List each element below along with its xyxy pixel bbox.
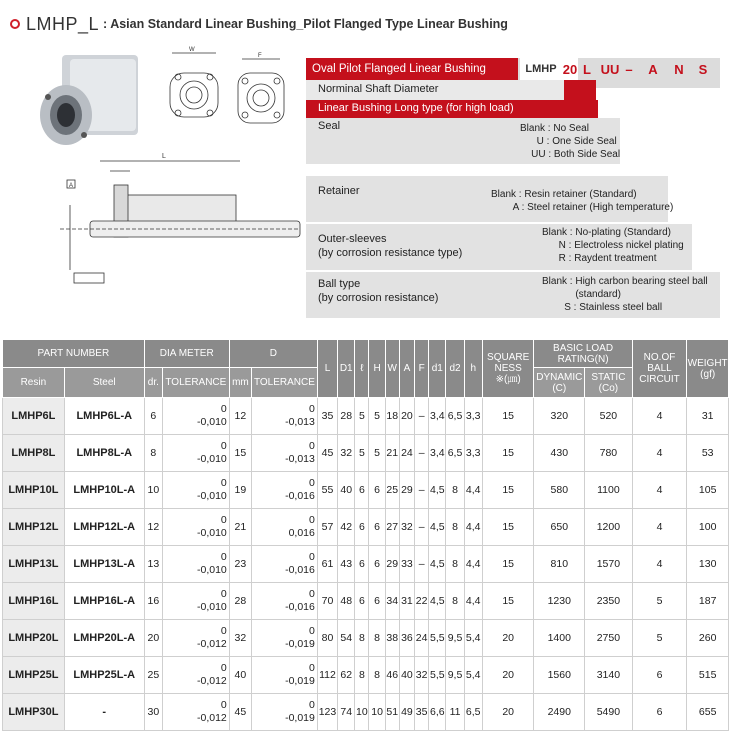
shaft-label: Norminal Shaft Diameter: [318, 83, 439, 95]
col-d1: d1: [429, 340, 446, 398]
page-title: [10, 12, 508, 36]
model-name: LMHP_L: [26, 13, 100, 34]
col-h: h: [464, 340, 482, 398]
cell-A: 40: [399, 657, 414, 694]
col-D1: D1: [338, 340, 355, 398]
cell-sta: 3140: [585, 657, 633, 694]
cell-H: 8: [369, 657, 385, 694]
col-dr: dr.: [144, 368, 162, 398]
cell-d2: 6,5: [446, 435, 464, 472]
code-seg-seal: UU: [600, 61, 620, 77]
cell-A: 49: [399, 694, 414, 731]
tolerance-upper: 0: [220, 440, 227, 452]
cell-wt: 260: [687, 620, 729, 657]
cell-D-tolerance: [252, 435, 318, 472]
side-view: [238, 53, 284, 123]
col-A: A: [399, 340, 414, 398]
table-row: [3, 472, 729, 509]
tolerance-lower: -0,010: [196, 453, 227, 465]
cell-D1: 54: [338, 620, 355, 657]
tolerance-upper: 0: [309, 625, 315, 637]
cell-W: 27: [385, 509, 399, 546]
tolerance-lower: 0,016: [288, 527, 315, 539]
cell-A: 33: [399, 546, 414, 583]
cell-F: –: [415, 398, 429, 435]
cell-sq: 15: [482, 583, 534, 620]
cell-sta: 2750: [585, 620, 633, 657]
col-static: STATIC (Co): [585, 368, 633, 398]
cell-steel: LMHP16L-A: [64, 583, 144, 620]
tolerance-upper: 0: [220, 514, 227, 526]
col-H: H: [369, 340, 385, 398]
cell-W: 34: [385, 583, 399, 620]
cell-D1: 40: [338, 472, 355, 509]
cell-A: 36: [399, 620, 414, 657]
code-seg-size: 20: [562, 58, 578, 80]
cell-sq: 15: [482, 398, 534, 435]
cell-l: 5: [355, 435, 369, 472]
front-view: [170, 47, 218, 117]
col-D: D: [229, 340, 317, 368]
tolerance-lower: -0,016: [285, 601, 315, 613]
cell-mm: 23: [229, 546, 251, 583]
seal-label: Seal: [318, 120, 341, 132]
cell-l: 6: [355, 472, 369, 509]
table-row: [3, 694, 729, 731]
tolerance-lower: -0,016: [285, 490, 315, 502]
cell-D1: 42: [338, 509, 355, 546]
cell-l: 8: [355, 657, 369, 694]
tolerance-lower: -0,019: [285, 638, 315, 650]
cell-wt: 130: [687, 546, 729, 583]
cell-H: 6: [369, 472, 385, 509]
cell-mm: 19: [229, 472, 251, 509]
cell-dia-tolerance: [162, 472, 229, 509]
cell-wt: 53: [687, 435, 729, 472]
code-seg-retainer: A: [648, 61, 658, 77]
cell-dr: 16: [144, 583, 162, 620]
cell-d1: 3,4: [429, 435, 446, 472]
tolerance-upper: 0: [220, 662, 227, 674]
cell-F: –: [415, 435, 429, 472]
cell-A: 24: [399, 435, 414, 472]
cell-d2: 9,5: [446, 620, 464, 657]
ball-label: Ball type (by corrosion resistance): [318, 278, 439, 304]
cell-balls: 4: [632, 509, 687, 546]
tolerance-upper: 0: [309, 514, 315, 526]
tolerance-lower: -0,019: [285, 675, 315, 687]
cell-steel: LMHP25L-A: [64, 657, 144, 694]
cell-dia-tolerance: [162, 694, 229, 731]
code-seg-outer: N: [674, 61, 684, 77]
tolerance-upper: 0: [309, 403, 315, 415]
cell-F: –: [415, 546, 429, 583]
cell-sq: 15: [482, 472, 534, 509]
cell-dr: 13: [144, 546, 162, 583]
col-ball-circuit: NO.OF BALL CIRCUIT: [632, 340, 687, 398]
cell-F: –: [415, 509, 429, 546]
cell-dr: 6: [144, 398, 162, 435]
cell-d1: 4,5: [429, 546, 446, 583]
cell-l: 8: [355, 620, 369, 657]
cell-sq: 20: [482, 694, 534, 731]
table-row: [3, 509, 729, 546]
tolerance-upper: 0: [309, 662, 315, 674]
cell-l: 6: [355, 509, 369, 546]
cell-balls: 5: [632, 620, 687, 657]
table-row: [3, 583, 729, 620]
tolerance-upper: 0: [309, 588, 315, 600]
cell-L: 112: [317, 657, 337, 694]
tolerance-lower: -0,013: [285, 453, 315, 465]
cell-dr: 20: [144, 620, 162, 657]
tolerance-upper: 0: [309, 477, 315, 489]
cell-d1: 5,5: [429, 620, 446, 657]
cell-L: 35: [317, 398, 337, 435]
cell-A: 31: [399, 583, 414, 620]
col-resin: Resin: [3, 368, 65, 398]
cell-sta: 1570: [585, 546, 633, 583]
cell-F: 22: [415, 583, 429, 620]
cell-mm: 15: [229, 435, 251, 472]
cell-h: 4,4: [464, 509, 482, 546]
tolerance-upper: 0: [220, 625, 227, 637]
cell-h: 3,3: [464, 398, 482, 435]
cell-W: 18: [385, 398, 399, 435]
tolerance-upper: 0: [309, 440, 315, 452]
cell-W: 29: [385, 546, 399, 583]
svg-text:W: W: [189, 47, 195, 53]
cell-dia-tolerance: [162, 657, 229, 694]
retainer-options: Blank : Resin retainer (Standard) A : Steel retainer (High temperature): [491, 189, 674, 213]
cell-W: 46: [385, 657, 399, 694]
tolerance-lower: -0,016: [285, 564, 315, 576]
cell-d1: 4,5: [429, 583, 446, 620]
cell-resin: LMHP30L: [3, 694, 65, 731]
cell-D-tolerance: [252, 657, 318, 694]
cell-D1: 48: [338, 583, 355, 620]
cell-dr: 8: [144, 435, 162, 472]
cell-dr: 10: [144, 472, 162, 509]
cell-sq: 15: [482, 509, 534, 546]
spec-table: [2, 339, 729, 731]
technical-drawings: [30, 45, 305, 305]
col-tolerance: TOLERANCE: [162, 368, 229, 398]
cell-A: 32: [399, 509, 414, 546]
col-squareness: SQUARE NESS ※(㎛): [482, 340, 534, 398]
cell-d2: 8: [446, 546, 464, 583]
cell-d1: 4,5: [429, 509, 446, 546]
cell-steel: LMHP8L-A: [64, 435, 144, 472]
cell-dia-tolerance: [162, 398, 229, 435]
svg-text:L: L: [162, 153, 166, 160]
code-seg-dash: –: [625, 61, 633, 77]
cell-D1: 32: [338, 435, 355, 472]
cell-dr: 25: [144, 657, 162, 694]
svg-text:A: A: [69, 183, 74, 189]
cell-L: 61: [317, 546, 337, 583]
cell-d2: 11: [446, 694, 464, 731]
tolerance-lower: -0,012: [196, 712, 227, 724]
cell-d2: 8: [446, 583, 464, 620]
col-F: F: [415, 340, 429, 398]
cell-l: 10: [355, 694, 369, 731]
cell-dyn: 2490: [534, 694, 585, 731]
cell-W: 38: [385, 620, 399, 657]
col-mm: mm: [229, 368, 251, 398]
cell-dyn: 580: [534, 472, 585, 509]
cell-dyn: 430: [534, 435, 585, 472]
cell-dyn: 1400: [534, 620, 585, 657]
cell-resin: LMHP13L: [3, 546, 65, 583]
cell-D1: 74: [338, 694, 355, 731]
long-label: Linear Bushing Long type (for high load): [318, 102, 514, 114]
tolerance-upper: 0: [220, 699, 227, 711]
cell-h: 3,3: [464, 435, 482, 472]
table-row: [3, 398, 729, 435]
tolerance-lower: -0,010: [196, 601, 227, 613]
cell-H: 5: [369, 435, 385, 472]
tolerance-upper: 0: [220, 588, 227, 600]
cell-mm: 28: [229, 583, 251, 620]
outer-options: Blank : No-plating (Standard) N : Electroless nickel plating R : Raydent treatment: [542, 227, 684, 264]
cell-A: 29: [399, 472, 414, 509]
cell-steel: LMHP6L-A: [64, 398, 144, 435]
cell-l: 6: [355, 583, 369, 620]
cell-sta: 520: [585, 398, 633, 435]
table-row: [3, 435, 729, 472]
cell-l: 5: [355, 398, 369, 435]
cell-d1: 3,4: [429, 398, 446, 435]
cell-sq: 20: [482, 620, 534, 657]
cell-W: 21: [385, 435, 399, 472]
cell-sq: 20: [482, 657, 534, 694]
cell-F: 35: [415, 694, 429, 731]
tolerance-lower: -0,010: [196, 564, 227, 576]
cell-steel: LMHP10L-A: [64, 472, 144, 509]
cell-D-tolerance: [252, 620, 318, 657]
cell-steel: LMHP12L-A: [64, 509, 144, 546]
cell-dr: 30: [144, 694, 162, 731]
bushing-photo: [40, 55, 138, 145]
svg-text:F: F: [258, 53, 262, 59]
part-number-code: [306, 52, 720, 320]
cell-wt: 105: [687, 472, 729, 509]
col-l: ℓ: [355, 340, 369, 398]
cell-dyn: 810: [534, 546, 585, 583]
cell-A: 20: [399, 398, 414, 435]
cell-sta: 1200: [585, 509, 633, 546]
cell-H: 8: [369, 620, 385, 657]
cell-sta: 1100: [585, 472, 633, 509]
table-row: [3, 657, 729, 694]
cell-W: 51: [385, 694, 399, 731]
tolerance-lower: -0,012: [196, 638, 227, 650]
cell-d2: 8: [446, 472, 464, 509]
cell-h: 5,4: [464, 657, 482, 694]
cell-D1: 28: [338, 398, 355, 435]
cell-mm: 32: [229, 620, 251, 657]
cell-L: 55: [317, 472, 337, 509]
cell-h: 4,4: [464, 546, 482, 583]
code-prefix: LMHP: [520, 58, 562, 80]
cell-dr: 12: [144, 509, 162, 546]
cell-balls: 5: [632, 583, 687, 620]
outer-label: Outer-sleeves (by corrosion resistance type): [318, 233, 463, 259]
cell-resin: LMHP6L: [3, 398, 65, 435]
cell-H: 6: [369, 583, 385, 620]
cell-resin: LMHP8L: [3, 435, 65, 472]
cell-wt: 515: [687, 657, 729, 694]
seal-options: Blank : No Seal U : One Side Seal UU : Both Side Seal: [520, 123, 621, 160]
cell-balls: 4: [632, 435, 687, 472]
cell-dia-tolerance: [162, 620, 229, 657]
cell-D-tolerance: [252, 472, 318, 509]
cell-steel: -: [64, 694, 144, 731]
tolerance-upper: 0: [309, 551, 315, 563]
cell-resin: LMHP10L: [3, 472, 65, 509]
col-steel: Steel: [64, 368, 144, 398]
table-row: [3, 546, 729, 583]
cell-resin: LMHP20L: [3, 620, 65, 657]
cell-L: 80: [317, 620, 337, 657]
ball-options: Blank : High carbon bearing steel ball (standard) S : Stainless steel ball: [542, 276, 708, 313]
cell-steel: LMHP20L-A: [64, 620, 144, 657]
cell-h: 4,4: [464, 583, 482, 620]
cell-resin: LMHP16L: [3, 583, 65, 620]
cell-sta: 2350: [585, 583, 633, 620]
col-d2: d2: [446, 340, 464, 398]
cell-dyn: 320: [534, 398, 585, 435]
table-row: [3, 620, 729, 657]
tolerance-upper: 0: [309, 699, 315, 711]
tolerance-upper: 0: [220, 477, 227, 489]
code-seg-long: L: [583, 61, 591, 77]
code-red-label: Oval Pilot Flanged Linear Bushing: [306, 58, 518, 80]
tolerance-lower: -0,010: [196, 416, 227, 428]
cell-H: 6: [369, 509, 385, 546]
cell-D-tolerance: [252, 583, 318, 620]
cell-h: 4,4: [464, 472, 482, 509]
cell-W: 25: [385, 472, 399, 509]
col-dynamic: DYNAMIC (C): [534, 368, 585, 398]
cell-d2: 6,5: [446, 398, 464, 435]
cell-dyn: 650: [534, 509, 585, 546]
cell-sq: 15: [482, 435, 534, 472]
cell-sq: 15: [482, 546, 534, 583]
cell-sta: 780: [585, 435, 633, 472]
cell-d2: 9,5: [446, 657, 464, 694]
cell-D1: 43: [338, 546, 355, 583]
tolerance-lower: -0,010: [196, 490, 227, 502]
cell-h: 5,4: [464, 620, 482, 657]
cell-d1: 6,6: [429, 694, 446, 731]
cell-balls: 4: [632, 546, 687, 583]
tolerance-lower: -0,012: [196, 675, 227, 687]
cell-D-tolerance: [252, 398, 318, 435]
cell-dia-tolerance: [162, 546, 229, 583]
col-dia-meter: DIA METER: [144, 340, 229, 368]
cell-D1: 62: [338, 657, 355, 694]
col-weight: WEIGHT (gf): [687, 340, 729, 398]
col-L: L: [317, 340, 337, 398]
cell-wt: 655: [687, 694, 729, 731]
cell-mm: 21: [229, 509, 251, 546]
section-view: [60, 153, 300, 283]
cell-d1: 5,5: [429, 657, 446, 694]
cell-balls: 4: [632, 398, 687, 435]
tolerance-lower: -0,019: [285, 712, 315, 724]
bullet-icon: [10, 19, 20, 29]
cell-L: 123: [317, 694, 337, 731]
cell-sta: 5490: [585, 694, 633, 731]
cell-H: 10: [369, 694, 385, 731]
tolerance-upper: 0: [220, 551, 227, 563]
col-tolerance-2: TOLERANCE: [252, 368, 318, 398]
cell-d2: 8: [446, 509, 464, 546]
col-basic-load: BASIC LOAD RATING(N): [534, 340, 632, 368]
cell-h: 6,5: [464, 694, 482, 731]
cell-D-tolerance: [252, 509, 318, 546]
cell-D-tolerance: [252, 694, 318, 731]
cell-H: 6: [369, 546, 385, 583]
cell-F: 32: [415, 657, 429, 694]
cell-D-tolerance: [252, 546, 318, 583]
tolerance-lower: -0,010: [196, 527, 227, 539]
cell-dyn: 1560: [534, 657, 585, 694]
cell-F: –: [415, 472, 429, 509]
cell-dia-tolerance: [162, 509, 229, 546]
cell-dia-tolerance: [162, 435, 229, 472]
cell-F: 24: [415, 620, 429, 657]
cell-mm: 40: [229, 657, 251, 694]
col-W: W: [385, 340, 399, 398]
tolerance-lower: -0,013: [285, 416, 315, 428]
cell-dia-tolerance: [162, 583, 229, 620]
cell-H: 5: [369, 398, 385, 435]
cell-L: 70: [317, 583, 337, 620]
col-part-number: PART NUMBER: [3, 340, 145, 368]
retainer-label: Retainer: [318, 185, 360, 197]
cell-L: 57: [317, 509, 337, 546]
cell-balls: 6: [632, 657, 687, 694]
cell-wt: 187: [687, 583, 729, 620]
cell-balls: 6: [632, 694, 687, 731]
cell-balls: 4: [632, 472, 687, 509]
cell-l: 6: [355, 546, 369, 583]
cell-wt: 100: [687, 509, 729, 546]
cell-mm: 45: [229, 694, 251, 731]
cell-L: 45: [317, 435, 337, 472]
code-seg-ball: S: [698, 61, 708, 77]
cell-dyn: 1230: [534, 583, 585, 620]
model-description: : Asian Standard Linear Bushing_Pilot Flanged Type Linear Bushing: [103, 17, 508, 31]
cell-steel: LMHP13L-A: [64, 546, 144, 583]
cell-resin: LMHP12L: [3, 509, 65, 546]
cell-mm: 12: [229, 398, 251, 435]
cell-resin: LMHP25L: [3, 657, 65, 694]
tolerance-upper: 0: [220, 403, 227, 415]
cell-d1: 4,5: [429, 472, 446, 509]
cell-wt: 31: [687, 398, 729, 435]
